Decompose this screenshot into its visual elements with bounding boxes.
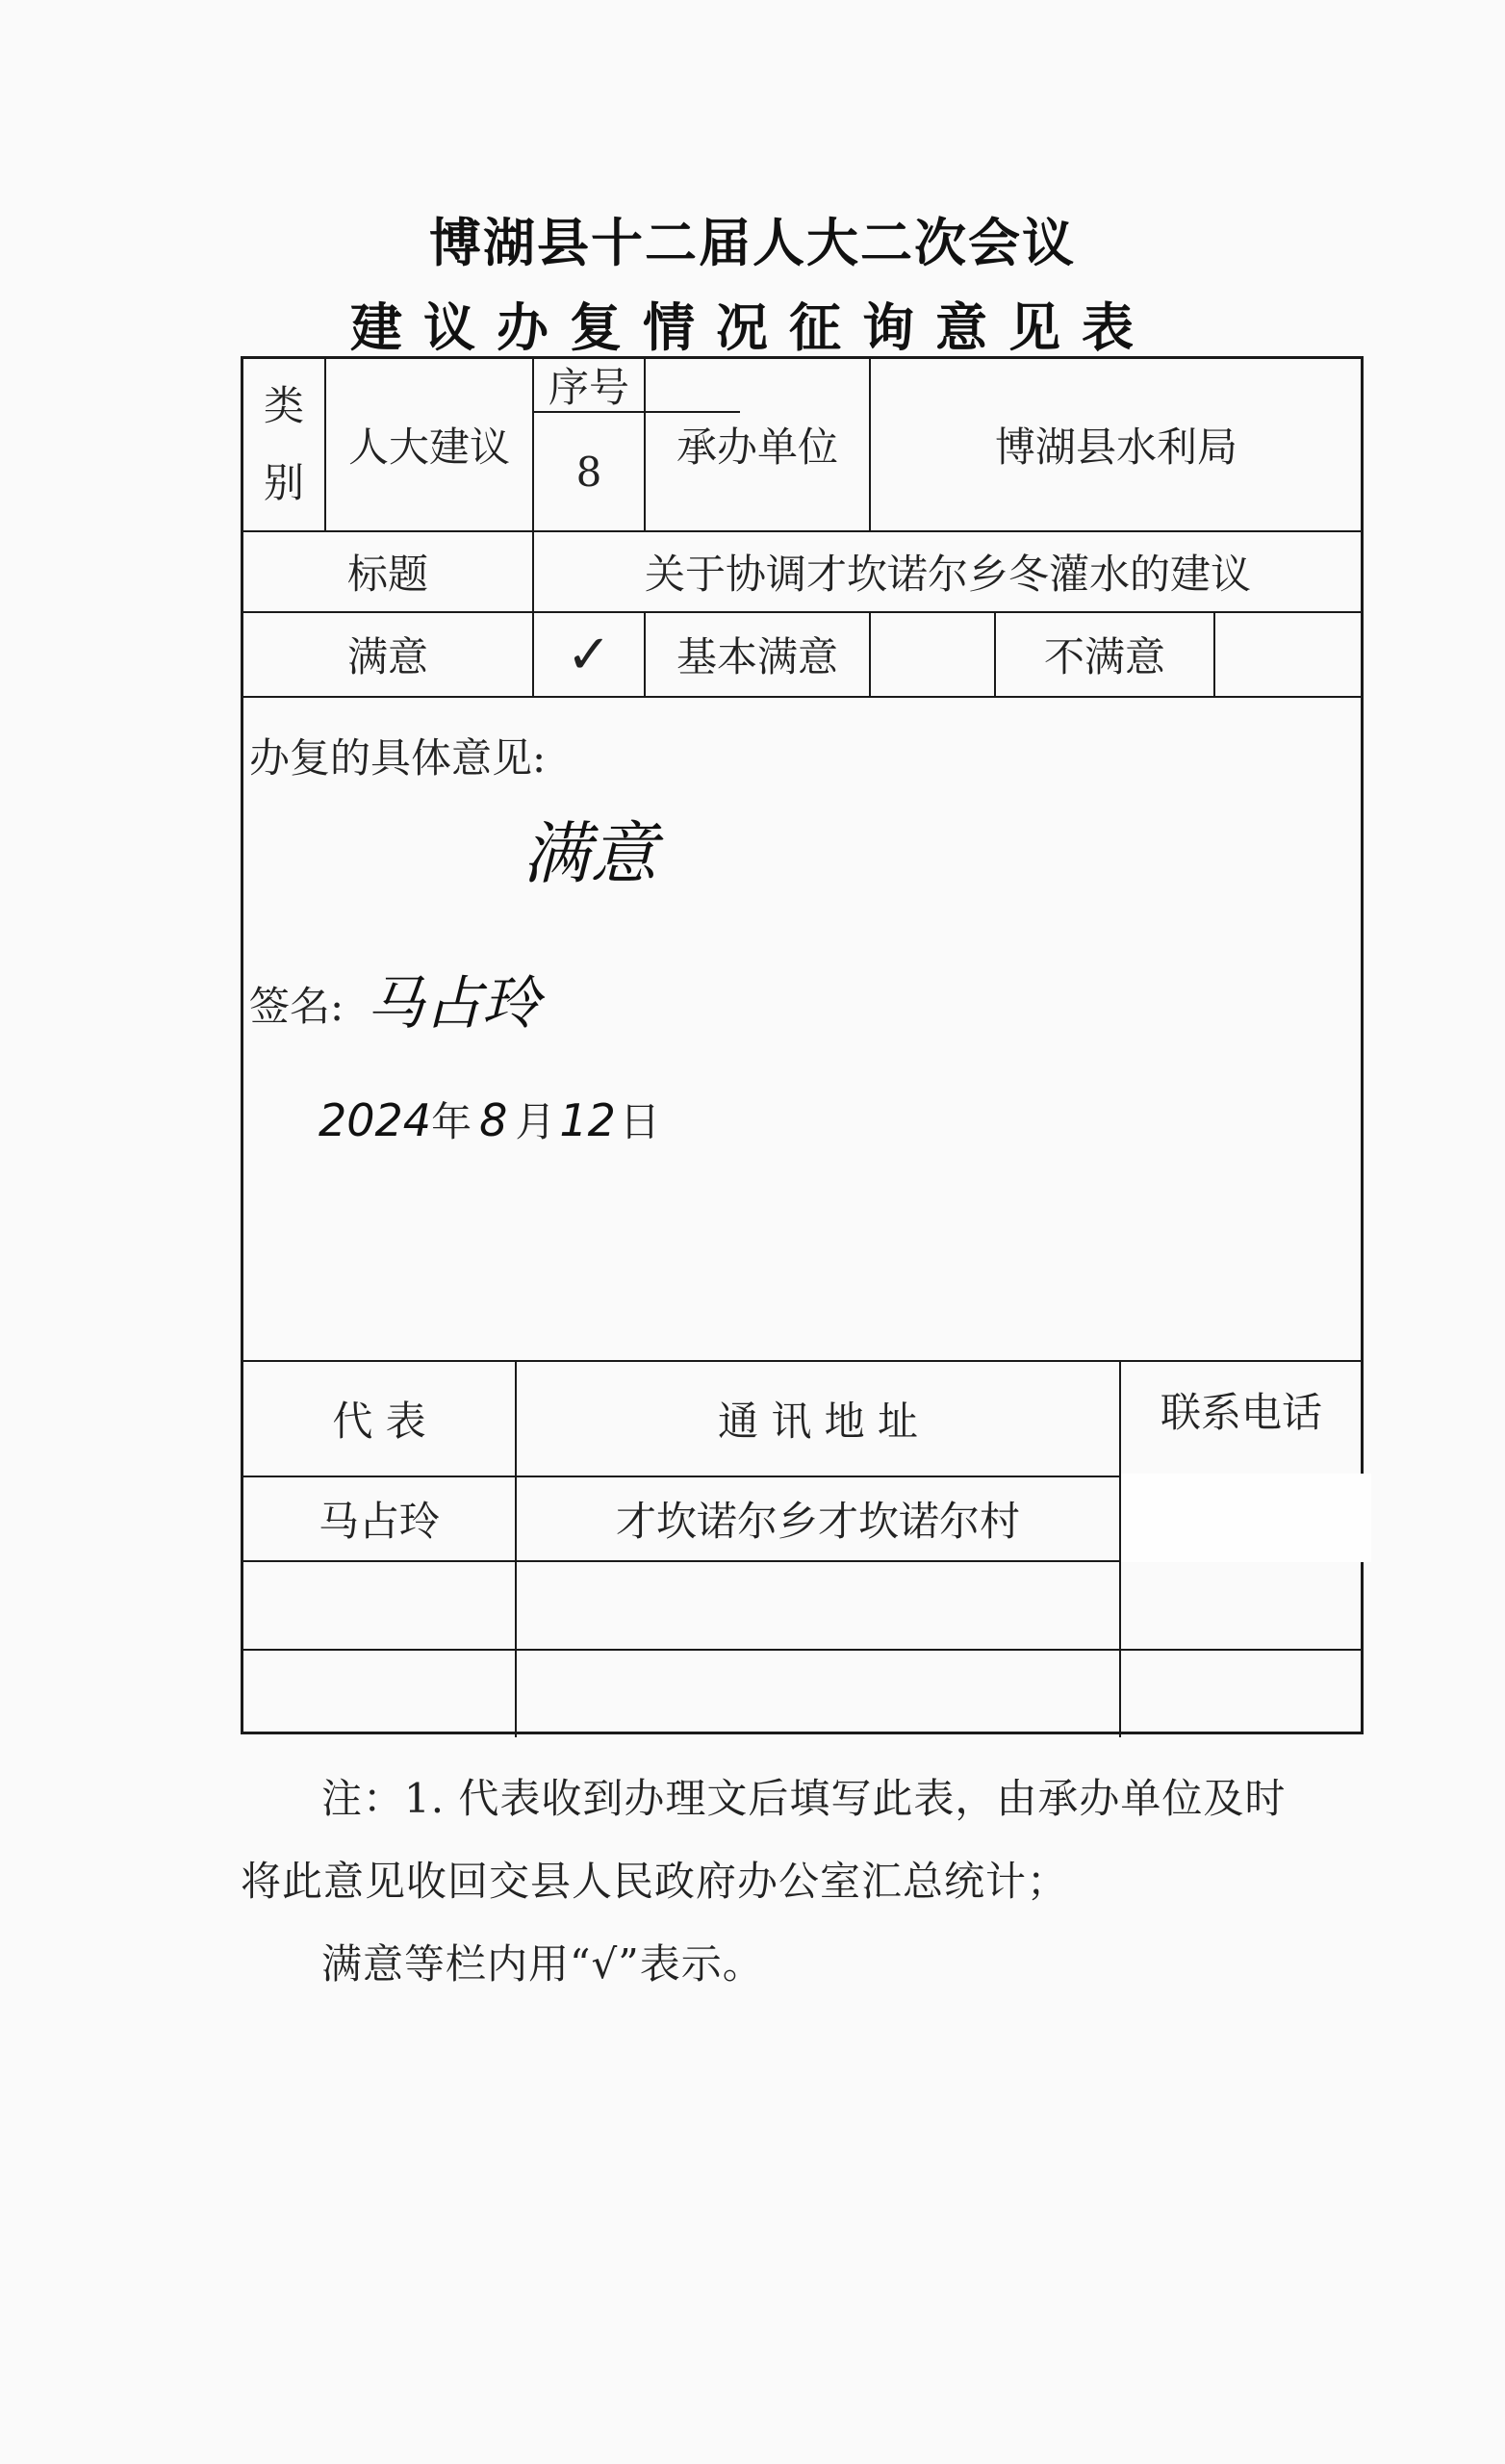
dept-value: 博湖县水利局 bbox=[994, 424, 1237, 471]
reps-row-2-name bbox=[243, 1562, 515, 1649]
note-line-2: 将此意见收回交县人民政府办公室汇总统计； bbox=[241, 1858, 1069, 1905]
basic-satisfied-mark bbox=[871, 613, 994, 696]
feedback-form bbox=[241, 356, 1364, 1734]
note-line-1: 注：1. 代表收到办理文后填写此表，由承办单位及时 bbox=[321, 1775, 1287, 1822]
note-line-3: 满意等栏内用“√”表示。 bbox=[321, 1940, 764, 1988]
unsatisfied-label: 不满意 bbox=[1043, 633, 1165, 680]
phone-redaction bbox=[1121, 1474, 1371, 1562]
handwritten-opinion: 满意 bbox=[523, 814, 657, 893]
category-label-char-2: 别 bbox=[263, 459, 304, 506]
handwritten-signature: 马占玲 bbox=[367, 970, 540, 1038]
reps-row-1-address: 才坎诺尔乡才坎诺尔村 bbox=[615, 1498, 1020, 1545]
reps-header-phone: 联系电话 bbox=[1160, 1389, 1322, 1436]
serial-label: 序号 bbox=[548, 364, 629, 411]
reps-row-3-phone bbox=[1121, 1651, 1362, 1733]
dept-label: 承办单位 bbox=[676, 424, 838, 471]
date-month: 8 bbox=[479, 1094, 508, 1146]
date-day: 12 bbox=[559, 1094, 616, 1146]
reps-row-1-name: 马占玲 bbox=[318, 1498, 440, 1545]
reps-row-3-address bbox=[517, 1651, 1119, 1733]
reps-row-3-name bbox=[243, 1651, 515, 1733]
category-label-char-1: 类 bbox=[263, 382, 304, 430]
date-line bbox=[319, 1091, 660, 1148]
reps-row-2-phone bbox=[1121, 1562, 1362, 1649]
form-title-line2: 建议办复情况征询意见表 bbox=[350, 296, 1155, 358]
reps-header-address: 通 讯 地 址 bbox=[717, 1398, 919, 1445]
date-month-unit: 月 bbox=[515, 1098, 556, 1145]
date-day-unit: 日 bbox=[619, 1098, 660, 1145]
basic-satisfied-label: 基本满意 bbox=[676, 633, 838, 680]
category-label bbox=[243, 359, 324, 530]
satisfied-checkmark: ✓ bbox=[566, 623, 612, 686]
satisfied-label: 满意 bbox=[346, 633, 428, 680]
form-title-line1: 博湖县十二届人大二次会议 bbox=[429, 212, 1076, 273]
subject-value: 关于协调才坎诺尔乡冬灌水的建议 bbox=[644, 551, 1251, 598]
opinion-label: 办复的具体意见: bbox=[249, 734, 547, 782]
date-year: 2024 bbox=[319, 1094, 432, 1146]
serial-value: 8 bbox=[575, 448, 602, 496]
reps-header-name: 代 表 bbox=[332, 1398, 426, 1445]
reps-row-2-address bbox=[517, 1562, 1119, 1649]
date-year-unit: 年 bbox=[431, 1098, 472, 1145]
category-value: 人大建议 bbox=[347, 424, 510, 471]
unsatisfied-mark bbox=[1215, 613, 1362, 696]
subject-label: 标题 bbox=[346, 551, 428, 598]
signature-label: 签名: bbox=[249, 983, 344, 1030]
